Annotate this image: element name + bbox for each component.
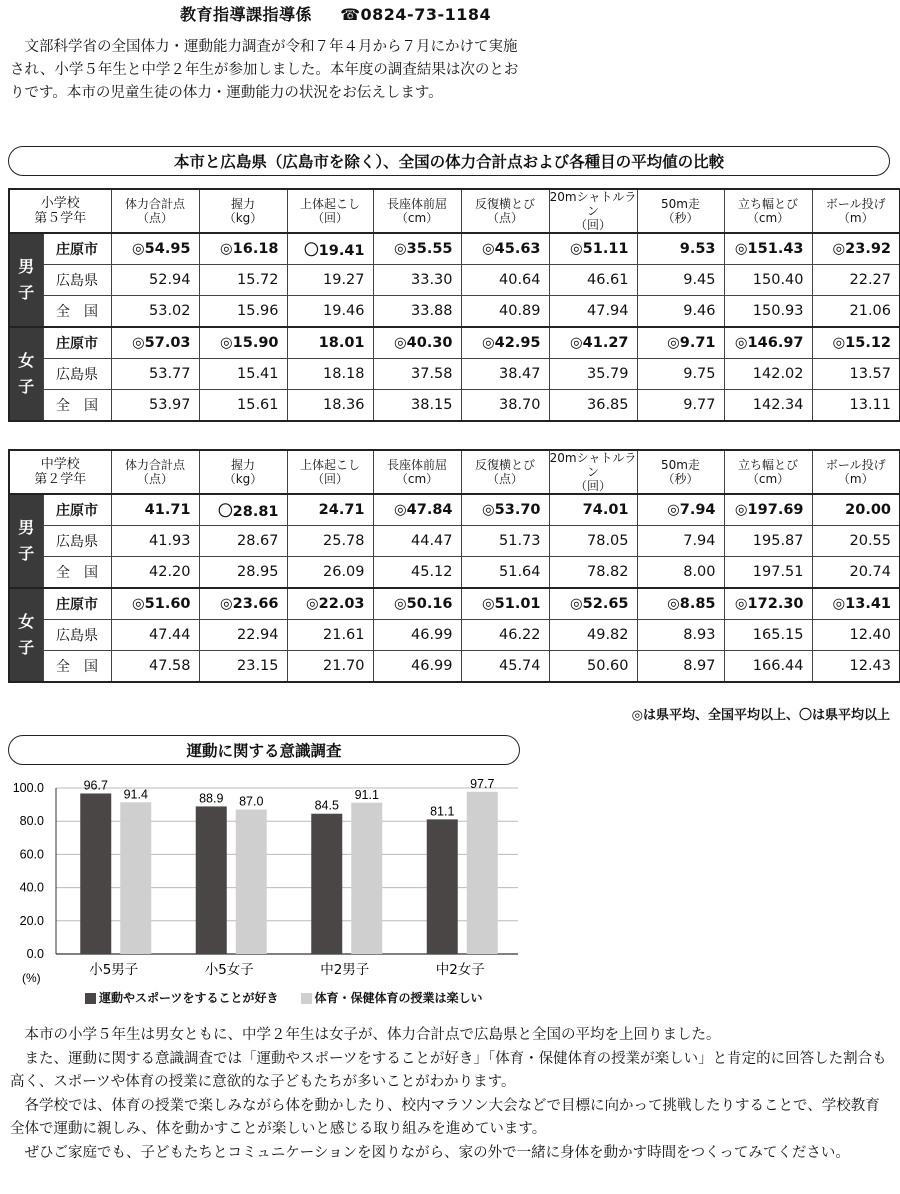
region-label: 広島県: [43, 526, 111, 557]
value-cell: 165.15: [724, 620, 812, 651]
y-tick-label: 60.0: [19, 847, 44, 862]
value-cell: ◎16.18: [199, 233, 287, 265]
value-cell: 150.93: [724, 296, 812, 328]
value-cell: 45.74: [461, 651, 549, 683]
section-header: [180, 2, 491, 25]
region-label: 全 国: [43, 557, 111, 589]
value-cell: 20.74: [812, 557, 900, 589]
table-row: [9, 651, 900, 683]
column-unit: （cm）: [395, 211, 439, 225]
comparison-title: 本市と広島県（広島市を除く）、全国の体力合計点および各種目の平均値の比較: [173, 153, 725, 171]
table-row: [9, 296, 900, 328]
bar: [80, 793, 111, 954]
value-cell: 46.61: [549, 265, 637, 296]
value-cell: 26.09: [287, 557, 373, 589]
legend-swatch-dark: [85, 993, 96, 1004]
value-cell: ◎50.16: [373, 588, 461, 620]
table-caption: [9, 189, 111, 233]
column-unit: （cm）: [746, 211, 790, 225]
column-header: [637, 450, 724, 494]
table-row: [9, 390, 900, 422]
column-name: 長座体前屈: [387, 458, 448, 472]
value-cell: ◎47.84: [373, 494, 461, 526]
value-cell: 47.58: [111, 651, 199, 683]
value-cell: 9.77: [637, 390, 724, 422]
column-unit: （cm）: [395, 472, 439, 486]
legend-swatch-light: [301, 993, 312, 1004]
value-cell: 18.01: [287, 327, 373, 359]
value-cell: 7.94: [637, 526, 724, 557]
value-cell: ◎42.95: [461, 327, 549, 359]
table-row: [9, 620, 900, 651]
value-cell: 53.97: [111, 390, 199, 422]
value-cell: 51.64: [461, 557, 549, 589]
value-cell: 28.67: [199, 526, 287, 557]
table-row: [9, 526, 900, 557]
bar: [351, 803, 382, 954]
region-label: 広島県: [43, 359, 111, 390]
value-cell: 45.12: [373, 557, 461, 589]
value-cell: ◎35.55: [373, 233, 461, 265]
value-cell: ◎54.95: [111, 233, 199, 265]
column-unit: （秒）: [662, 472, 699, 486]
gender-label: 女 子: [9, 588, 43, 682]
column-header: [812, 450, 900, 494]
column-name: 体力合計点: [125, 458, 186, 472]
department-name: 教育指導課指導係: [180, 5, 313, 24]
value-cell: 35.79: [549, 359, 637, 390]
value-cell: 15.72: [199, 265, 287, 296]
column-name: 立ち幅とび: [738, 197, 799, 211]
value-cell: 166.44: [724, 651, 812, 683]
conclusion-text: [10, 1024, 892, 1165]
region-label: 庄原市: [43, 588, 111, 620]
value-cell: ◎15.12: [812, 327, 900, 359]
value-cell: 197.51: [724, 557, 812, 589]
column-name: 反復横とび: [475, 197, 536, 211]
value-cell: 8.00: [637, 557, 724, 589]
value-cell: ◎51.60: [111, 588, 199, 620]
legend-item-enjoys-pe: [301, 989, 483, 1006]
value-cell: 13.57: [812, 359, 900, 390]
region-label: 全 国: [43, 390, 111, 422]
value-cell: ◎13.41: [812, 588, 900, 620]
value-cell: 53.77: [111, 359, 199, 390]
region-label: 庄原市: [43, 233, 111, 265]
value-cell: 53.02: [111, 296, 199, 328]
column-unit: （cm）: [746, 472, 790, 486]
bar: [120, 802, 151, 954]
conclusion-paragraph-1: 本市の小学５年生は男女ともに、中学２年生は女子が、体力合計点で広島県と全国の平均を上回りました。: [24, 1027, 721, 1043]
value-cell: 18.18: [287, 359, 373, 390]
y-tick-label: 80.0: [19, 814, 44, 829]
value-cell: 〇28.81: [199, 494, 287, 526]
column-unit: （m）: [837, 211, 874, 225]
bar-value-label: 91.4: [123, 787, 148, 802]
value-cell: 142.02: [724, 359, 812, 390]
value-cell: 25.78: [287, 526, 373, 557]
value-cell: 19.46: [287, 296, 373, 328]
value-cell: 40.89: [461, 296, 549, 328]
column-unit: （回）: [312, 211, 349, 225]
elementary-results-table: [8, 188, 900, 422]
value-cell: 46.99: [373, 620, 461, 651]
conclusion-paragraph-2: また、運動に関する意識調査では「運動やスポーツをすることが好き」「体育・保健体育の授業が楽しい」と肯定的に回答した割合も高く、スポーツや体育の授業に意欲的な子どもたちが多いことがわかります。: [10, 1050, 887, 1090]
value-cell: 33.88: [373, 296, 461, 328]
grade: 第２学年: [34, 472, 87, 487]
school-type: 中学校: [40, 457, 80, 472]
table-row: [9, 588, 900, 620]
column-unit: （秒）: [662, 211, 699, 225]
column-name: 上体起こし: [300, 197, 361, 211]
value-cell: 22.94: [199, 620, 287, 651]
column-name: 体力合計点: [125, 197, 186, 211]
column-name: 長座体前屈: [387, 197, 448, 211]
value-cell: 22.27: [812, 265, 900, 296]
value-cell: 41.71: [111, 494, 199, 526]
value-cell: 74.01: [549, 494, 637, 526]
school-type: 小学校: [40, 196, 80, 211]
value-cell: 40.64: [461, 265, 549, 296]
column-name: 立ち幅とび: [738, 458, 799, 472]
column-unit: （点）: [487, 211, 524, 225]
value-cell: 24.71: [287, 494, 373, 526]
column-header: [373, 189, 461, 233]
legend-label-enjoys-pe: 体育・保健体育の授業は楽しい: [314, 991, 483, 1005]
column-name: 握力: [231, 197, 256, 211]
value-cell: ◎15.90: [199, 327, 287, 359]
region-label: 庄原市: [43, 327, 111, 359]
value-cell: ◎9.71: [637, 327, 724, 359]
value-cell: 44.47: [373, 526, 461, 557]
value-cell: 46.99: [373, 651, 461, 683]
value-cell: 8.93: [637, 620, 724, 651]
column-unit: （回）: [312, 472, 349, 486]
column-unit: （kg）: [223, 472, 263, 486]
value-cell: 150.40: [724, 265, 812, 296]
bar: [311, 814, 342, 954]
bar-value-label: 87.0: [239, 794, 264, 809]
bar: [236, 810, 267, 954]
bar: [196, 806, 227, 954]
column-unit: （kg）: [223, 211, 263, 225]
value-cell: ◎57.03: [111, 327, 199, 359]
column-header: [549, 189, 637, 233]
conclusion-paragraph-4: ぜひご家庭でも、子どもたちとコミュニケーションを図りながら、家の外で一緒に身体を動かす時間をつくってみてください。: [24, 1144, 850, 1161]
column-name: ボール投げ: [825, 197, 886, 211]
value-cell: 52.94: [111, 265, 199, 296]
gender-label: 男 子: [9, 494, 43, 588]
value-cell: 78.82: [549, 557, 637, 589]
phone-number: ☎0824-73-1184: [340, 5, 492, 24]
value-cell: ◎172.30: [724, 588, 812, 620]
value-cell: 13.11: [812, 390, 900, 422]
attitude-survey-bar-chart: [0, 770, 540, 990]
bar: [427, 819, 458, 954]
region-label: 全 国: [43, 296, 111, 328]
value-cell: 9.46: [637, 296, 724, 328]
value-cell: 18.36: [287, 390, 373, 422]
column-header: [637, 189, 724, 233]
value-cell: 19.27: [287, 265, 373, 296]
column-header: [287, 450, 373, 494]
column-name: 50m走: [661, 458, 700, 472]
region-label: 広島県: [43, 265, 111, 296]
value-cell: ◎51.11: [549, 233, 637, 265]
column-header: [461, 450, 549, 494]
value-cell: ◎7.94: [637, 494, 724, 526]
table-header-row: [9, 450, 900, 494]
bar-value-label: 84.5: [314, 798, 339, 813]
column-header: [199, 450, 287, 494]
column-name: 反復横とび: [475, 458, 536, 472]
conclusion-paragraph-3: 各学校では、体育の授業で楽しみながら体を動かしたり、校内マラソン大会などで目標に向かって挑戦したりすることで、学校教育全体で運動に親しみ、体を動かすことが楽しいと感じる取り組みを進めています。: [10, 1097, 880, 1137]
column-unit: （点）: [137, 211, 174, 225]
value-cell: 49.82: [549, 620, 637, 651]
value-cell: 9.53: [637, 233, 724, 265]
column-unit: （回）: [575, 479, 612, 493]
value-cell: 15.41: [199, 359, 287, 390]
column-header: [199, 189, 287, 233]
column-name: 握力: [231, 458, 256, 472]
value-cell: 51.73: [461, 526, 549, 557]
column-name: 上体起こし: [300, 458, 361, 472]
gender-label: 男 子: [9, 233, 43, 327]
x-category-label: 中2女子: [435, 962, 485, 978]
value-cell: 36.85: [549, 390, 637, 422]
legend-label-likes-sports: 運動やスポーツをすることが好き: [99, 991, 279, 1005]
table-row: [9, 557, 900, 589]
value-cell: 142.34: [724, 390, 812, 422]
table-row: [9, 359, 900, 390]
value-cell: 78.05: [549, 526, 637, 557]
value-cell: 38.15: [373, 390, 461, 422]
value-cell: 8.97: [637, 651, 724, 683]
x-category-label: 小5男子: [89, 962, 139, 978]
value-cell: ◎53.70: [461, 494, 549, 526]
comparison-title-banner: [8, 146, 890, 176]
column-header: [724, 450, 812, 494]
legend-item-likes-sports: [85, 989, 279, 1006]
bar-value-label: 91.1: [354, 787, 379, 802]
column-header: [549, 450, 637, 494]
x-category-label: 中2男子: [320, 962, 370, 978]
value-cell: 9.45: [637, 265, 724, 296]
region-label: 広島県: [43, 620, 111, 651]
intro-paragraph: 文部科学省の全国体力・運動能力調査が令和７年４月から７月にかけて実施され、小学５年生と中学２年生が参加しました。本年度の調査結果は次のとおりです。本市の児童生徒の体力・運動能力の状況をお伝えします。: [10, 39, 519, 101]
table-header-row: [9, 189, 900, 233]
column-header: [373, 450, 461, 494]
column-unit: （点）: [487, 472, 524, 486]
value-cell: 41.93: [111, 526, 199, 557]
value-cell: ◎23.92: [812, 233, 900, 265]
bar-value-label: 88.9: [199, 791, 224, 806]
y-tick-label: 100.0: [12, 781, 44, 795]
value-cell: 195.87: [724, 526, 812, 557]
value-cell: 38.47: [461, 359, 549, 390]
value-cell: 42.20: [111, 557, 199, 589]
value-cell: 21.61: [287, 620, 373, 651]
value-cell: 37.58: [373, 359, 461, 390]
column-header: [724, 189, 812, 233]
bar-value-label: 81.1: [430, 804, 455, 819]
table-row: [9, 233, 900, 265]
value-cell: 12.43: [812, 651, 900, 683]
value-cell: ◎8.85: [637, 588, 724, 620]
value-cell: 15.61: [199, 390, 287, 422]
value-cell: ◎22.03: [287, 588, 373, 620]
column-header: [111, 450, 199, 494]
survey-title: 運動に関する意識調査: [186, 742, 342, 760]
column-header: [111, 189, 199, 233]
region-label: 全 国: [43, 651, 111, 683]
value-cell: 23.15: [199, 651, 287, 683]
value-cell: 47.94: [549, 296, 637, 328]
column-unit: （回）: [575, 218, 612, 232]
value-cell: ◎41.27: [549, 327, 637, 359]
junior-high-results-table: [8, 449, 900, 683]
value-cell: 20.55: [812, 526, 900, 557]
column-unit: （m）: [837, 472, 874, 486]
y-tick-label: 40.0: [19, 880, 44, 895]
column-header: [287, 189, 373, 233]
value-cell: 28.95: [199, 557, 287, 589]
table-row: [9, 494, 900, 526]
column-name: 20mシャトルラン: [549, 190, 637, 218]
value-cell: 38.70: [461, 390, 549, 422]
value-cell: ◎23.66: [199, 588, 287, 620]
value-cell: 50.60: [549, 651, 637, 683]
value-cell: 21.06: [812, 296, 900, 328]
table-row: [9, 327, 900, 359]
y-tick-label: 0.0: [26, 947, 44, 961]
value-cell: 46.22: [461, 620, 549, 651]
value-cell: 33.30: [373, 265, 461, 296]
table-row: [9, 265, 900, 296]
column-unit: （点）: [137, 472, 174, 486]
column-name: 20mシャトルラン: [549, 451, 637, 479]
column-header: [461, 189, 549, 233]
bar-value-label: 97.7: [470, 776, 495, 791]
value-cell: 9.75: [637, 359, 724, 390]
bar: [467, 792, 498, 954]
bar-value-label: 96.7: [83, 778, 108, 793]
table-caption: [9, 450, 111, 494]
y-tick-label: 20.0: [19, 913, 44, 928]
value-cell: ◎51.01: [461, 588, 549, 620]
value-cell: ◎40.30: [373, 327, 461, 359]
value-cell: ◎197.69: [724, 494, 812, 526]
column-name: ボール投げ: [825, 458, 886, 472]
symbol-legend-note: ◎は県平均、全国平均以上、〇は県平均以上: [631, 708, 890, 723]
region-label: 庄原市: [43, 494, 111, 526]
y-axis-unit: (%): [22, 971, 41, 985]
value-cell: 47.44: [111, 620, 199, 651]
value-cell: 12.40: [812, 620, 900, 651]
x-category-label: 小5女子: [204, 962, 254, 978]
value-cell: 21.70: [287, 651, 373, 683]
grade: 第５学年: [34, 211, 87, 226]
gender-label: 女 子: [9, 327, 43, 421]
survey-title-banner: [8, 735, 520, 765]
column-name: 50m走: [661, 197, 700, 211]
value-cell: ◎151.43: [724, 233, 812, 265]
value-cell: ◎52.65: [549, 588, 637, 620]
value-cell: 〇19.41: [287, 233, 373, 265]
chart-legend: [85, 989, 483, 1006]
intro-text: [10, 36, 530, 105]
value-cell: ◎45.63: [461, 233, 549, 265]
value-cell: ◎146.97: [724, 327, 812, 359]
column-header: [812, 189, 900, 233]
value-cell: 20.00: [812, 494, 900, 526]
value-cell: 15.96: [199, 296, 287, 328]
